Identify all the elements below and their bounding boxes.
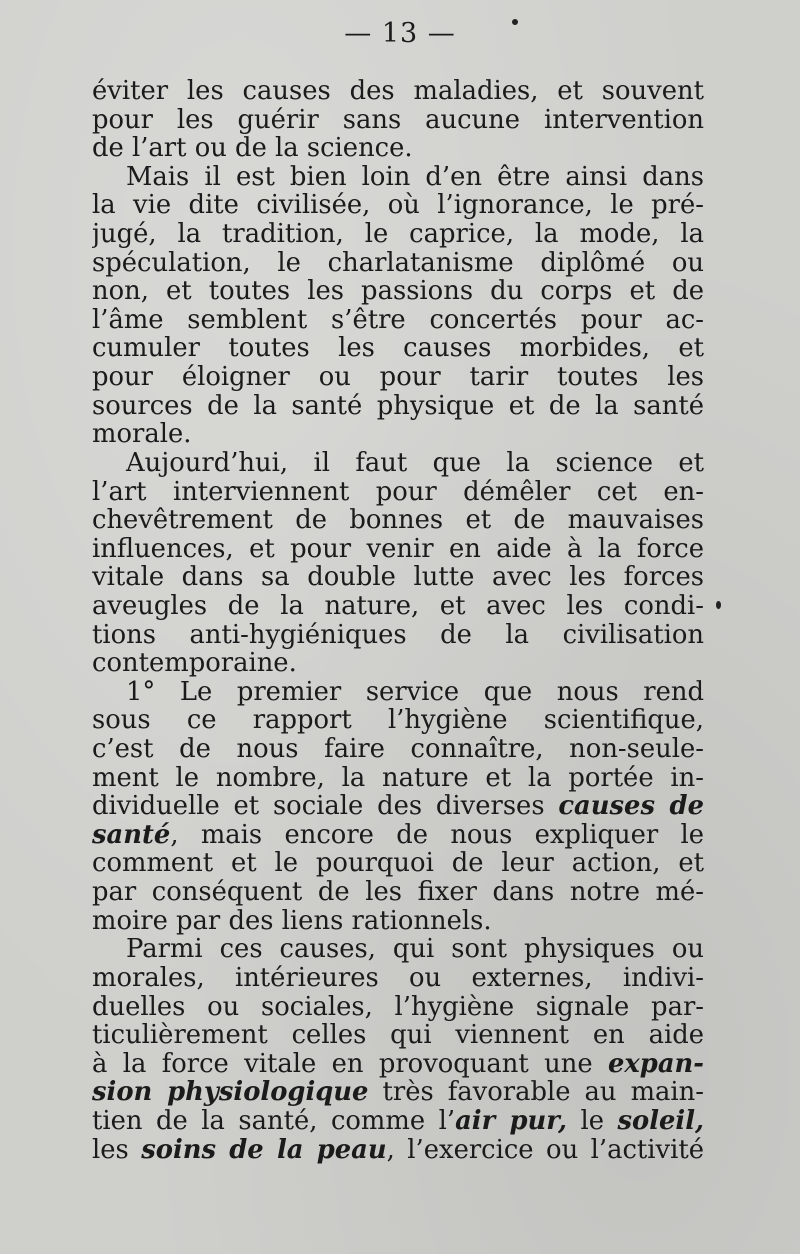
text-run: la vie dite civilisée, où l’ignorance, le pré- <box>92 191 704 221</box>
text-line <box>92 249 704 278</box>
text-run: 1° Le premier service que nous rend <box>126 677 704 707</box>
emphasis-text: soleil, <box>617 1106 704 1136</box>
text-run: influences, et pour venir en aide à la force <box>92 534 704 564</box>
text-line <box>92 649 704 678</box>
paper-speck <box>716 601 721 609</box>
text-run: ticulièrement celles qui viennent en aide <box>92 1021 704 1050</box>
text-line <box>92 506 704 535</box>
text-line <box>92 220 704 249</box>
text-run: aveugles de la nature, et avec les condi- <box>92 591 704 621</box>
text-run: tions anti-hygiéniques de la civilisation <box>92 620 704 650</box>
text-line <box>92 163 704 192</box>
text-line <box>92 706 704 735</box>
text-line <box>92 1136 704 1165</box>
text-run: comment et le pourquoi de leur action, et <box>92 849 704 879</box>
text-run: c’est de nous faire connaître, non-seule- <box>92 735 704 764</box>
text-line <box>92 592 704 621</box>
text-line <box>92 535 704 564</box>
emphasis-text: sion physiologique <box>92 1078 369 1107</box>
text-run: l’art interviennent pour démêler cet en- <box>92 477 704 507</box>
text-run: morales, intérieures ou externes, indivi- <box>92 963 704 993</box>
text-run: Mais il est bien loin d’en être ainsi dans <box>126 162 704 192</box>
text-line <box>92 993 704 1022</box>
text-run: tien de la santé, comme l’ <box>92 1106 456 1136</box>
text-run: cumuler toutes les causes morbides, et <box>92 334 704 364</box>
text-line <box>92 420 704 449</box>
text-run: Parmi ces causes, qui sont physiques ou <box>126 935 704 964</box>
text-run: vitale dans sa double lutte avec les forces <box>92 563 704 592</box>
text-line <box>92 191 704 220</box>
text-run: contemporaine. <box>92 649 297 678</box>
text-run: dividuelle et sociale des diverses <box>92 792 559 821</box>
text-line <box>92 621 704 650</box>
text-run: Aujourd’hui, il faut que la science et <box>126 448 704 478</box>
text-line <box>92 907 704 936</box>
text-run: sources de la santé physique et de la santé <box>92 391 704 421</box>
body-text <box>92 77 704 1164</box>
text-line <box>92 106 704 135</box>
text-run: les <box>92 1135 142 1165</box>
text-line <box>92 392 704 421</box>
text-line <box>92 735 704 764</box>
emphasis-text: soins de la peau <box>141 1135 387 1165</box>
text-run: l’âme semblent s’être concertés pour ac- <box>92 305 704 335</box>
text-run: spéculation, le charlatanisme diplômé ou <box>92 248 704 278</box>
text-line <box>92 1050 704 1079</box>
text-line <box>92 849 704 878</box>
page-number: — 13 — <box>344 18 456 49</box>
emphasis-text: air pur, <box>455 1106 567 1136</box>
text-line <box>92 935 704 964</box>
text-line <box>92 277 704 306</box>
text-run: sous ce rapport l’hygiène scientifique, <box>92 706 704 736</box>
text-line <box>92 77 704 106</box>
emphasis-text: santé <box>92 820 171 850</box>
text-run: pour les guérir sans aucune intervention <box>92 105 704 135</box>
text-run: jugé, la tradition, le caprice, la mode, la <box>92 220 704 249</box>
text-run: éviter les causes des maladies, et souvent <box>92 77 704 106</box>
text-line <box>92 306 704 335</box>
text-line <box>92 563 704 592</box>
text-run: très favorable au main- <box>368 1078 704 1107</box>
text-line <box>92 678 704 707</box>
text-line <box>92 334 704 363</box>
text-run: duelles ou sociales, l’hygiène signale par- <box>92 992 704 1022</box>
text-line <box>92 1107 704 1136</box>
text-line <box>92 1078 704 1107</box>
text-line <box>92 363 704 392</box>
text-run: ment le nombre, la nature et la portée in- <box>92 763 704 793</box>
text-run: par conséquent de les fixer dans notre mé- <box>92 878 704 907</box>
text-run: , l’exercice ou l’activité <box>386 1135 704 1165</box>
text-run: de l’art ou de la science. <box>92 134 413 163</box>
text-run: pour éloigner ou pour tarir toutes les <box>92 363 704 392</box>
text-line <box>92 134 704 163</box>
text-run: le <box>566 1106 618 1136</box>
paper-speck <box>512 19 518 25</box>
text-run: non, et toutes les passions du corps et de <box>92 277 704 306</box>
text-run: chevêtrement de bonnes et de mauvaises <box>92 506 704 535</box>
text-line <box>92 878 704 907</box>
text-line <box>92 964 704 993</box>
text-run: à la force vitale en provoquant une <box>92 1049 608 1079</box>
text-line <box>92 449 704 478</box>
text-run: , mais encore de nous expliquer le <box>170 820 704 850</box>
text-run: morale. <box>92 420 192 449</box>
text-run: moire par des liens rationnels. <box>92 906 492 936</box>
text-line <box>92 821 704 850</box>
text-line <box>92 764 704 793</box>
text-line <box>92 1021 704 1050</box>
emphasis-text: expan- <box>607 1049 704 1079</box>
text-line <box>92 792 704 821</box>
text-line <box>92 478 704 507</box>
emphasis-text: causes de <box>558 792 704 821</box>
